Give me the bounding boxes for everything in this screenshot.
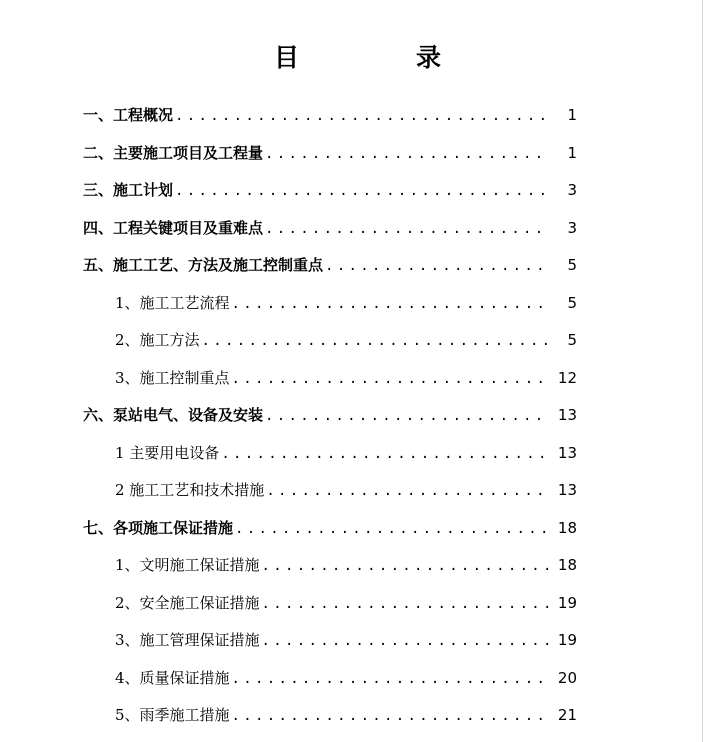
toc-entry-label: 一、工程概况 [83, 106, 174, 124]
dot-leader [232, 286, 549, 324]
toc-entry-label: 六、泵站电气、设备及安装 [83, 406, 264, 424]
toc-entry[interactable] [0, 397, 715, 435]
toc-entry-label: 2、安全施工保证措施 [115, 593, 260, 612]
toc-entry-label: 2、施工方法 [115, 331, 200, 349]
dot-leader [232, 361, 549, 399]
dot-leader [232, 661, 549, 699]
table-of-contents [0, 97, 715, 735]
toc-entry[interactable] [0, 172, 715, 210]
toc-subentry[interactable] [0, 285, 715, 323]
toc-page-number: 5 [567, 256, 577, 274]
toc-entry[interactable] [0, 135, 715, 173]
toc-subentry[interactable] [0, 472, 715, 510]
toc-entry-label: 1、文明施工保证措施 [115, 556, 260, 574]
toc-page-number: 19 [557, 631, 577, 649]
toc-entry-label: 4、质量保证措施 [115, 668, 230, 687]
toc-entry-label: 2 施工工艺和技术措施 [115, 481, 265, 499]
toc-entry[interactable] [0, 97, 715, 135]
toc-subentry[interactable] [0, 435, 715, 473]
dot-leader [175, 173, 549, 211]
toc-page-number: 1 [567, 106, 577, 124]
dot-leader [262, 586, 549, 624]
toc-page-number: 21 [557, 706, 577, 724]
toc-page-number: 1 [567, 143, 577, 162]
dot-leader [265, 398, 549, 436]
dot-leader [262, 548, 549, 586]
toc-entry[interactable] [0, 210, 715, 248]
toc-entry-label: 五、施工工艺、方法及施工控制重点 [83, 256, 324, 274]
toc-entry-label: 5、雨季施工措施 [115, 706, 230, 724]
toc-page-number: 5 [567, 293, 577, 312]
toc-entry-label: 七、各项施工保证措施 [83, 518, 234, 537]
dot-leader [175, 98, 549, 136]
toc-subentry[interactable] [0, 697, 715, 735]
toc-entry-label: 1、施工工艺流程 [115, 293, 230, 312]
toc-page-number: 20 [557, 668, 577, 687]
dot-leader [235, 511, 549, 549]
toc-title: 目 录 [273, 42, 487, 72]
toc-page-number: 3 [567, 181, 577, 199]
toc-subentry[interactable] [0, 547, 715, 585]
toc-entry-label: 3、施工控制重点 [115, 368, 230, 387]
toc-subentry[interactable] [0, 585, 715, 623]
toc-subentry[interactable] [0, 660, 715, 698]
toc-page-number: 3 [567, 218, 577, 237]
dot-leader [221, 436, 549, 474]
toc-page-number: 19 [557, 593, 577, 612]
dot-leader [232, 698, 549, 736]
toc-page-number: 13 [557, 443, 577, 462]
dot-leader [325, 248, 549, 286]
toc-subentry[interactable] [0, 622, 715, 660]
toc-entry-label: 二、主要施工项目及工程量 [83, 143, 264, 162]
toc-subentry[interactable] [0, 322, 715, 360]
dot-leader [262, 623, 549, 661]
toc-page-number: 5 [567, 331, 577, 349]
toc-entry-label: 1 主要用电设备 [115, 443, 220, 462]
toc-entry[interactable] [0, 247, 715, 285]
toc-entry-label: 四、工程关键项目及重难点 [83, 218, 264, 237]
toc-page-number: 13 [557, 406, 577, 424]
toc-entry-label: 3、施工管理保证措施 [115, 631, 260, 649]
dot-leader [265, 136, 549, 174]
toc-subentry[interactable] [0, 360, 715, 398]
toc-entry-label: 三、施工计划 [83, 181, 174, 199]
dot-leader [266, 473, 549, 511]
toc-page-number: 18 [557, 556, 577, 574]
toc-entry[interactable] [0, 510, 715, 548]
toc-page-number: 12 [557, 368, 577, 387]
dot-leader [265, 211, 549, 249]
dot-leader [202, 323, 549, 361]
toc-page-number: 13 [557, 481, 577, 499]
toc-page-number: 18 [557, 518, 577, 537]
